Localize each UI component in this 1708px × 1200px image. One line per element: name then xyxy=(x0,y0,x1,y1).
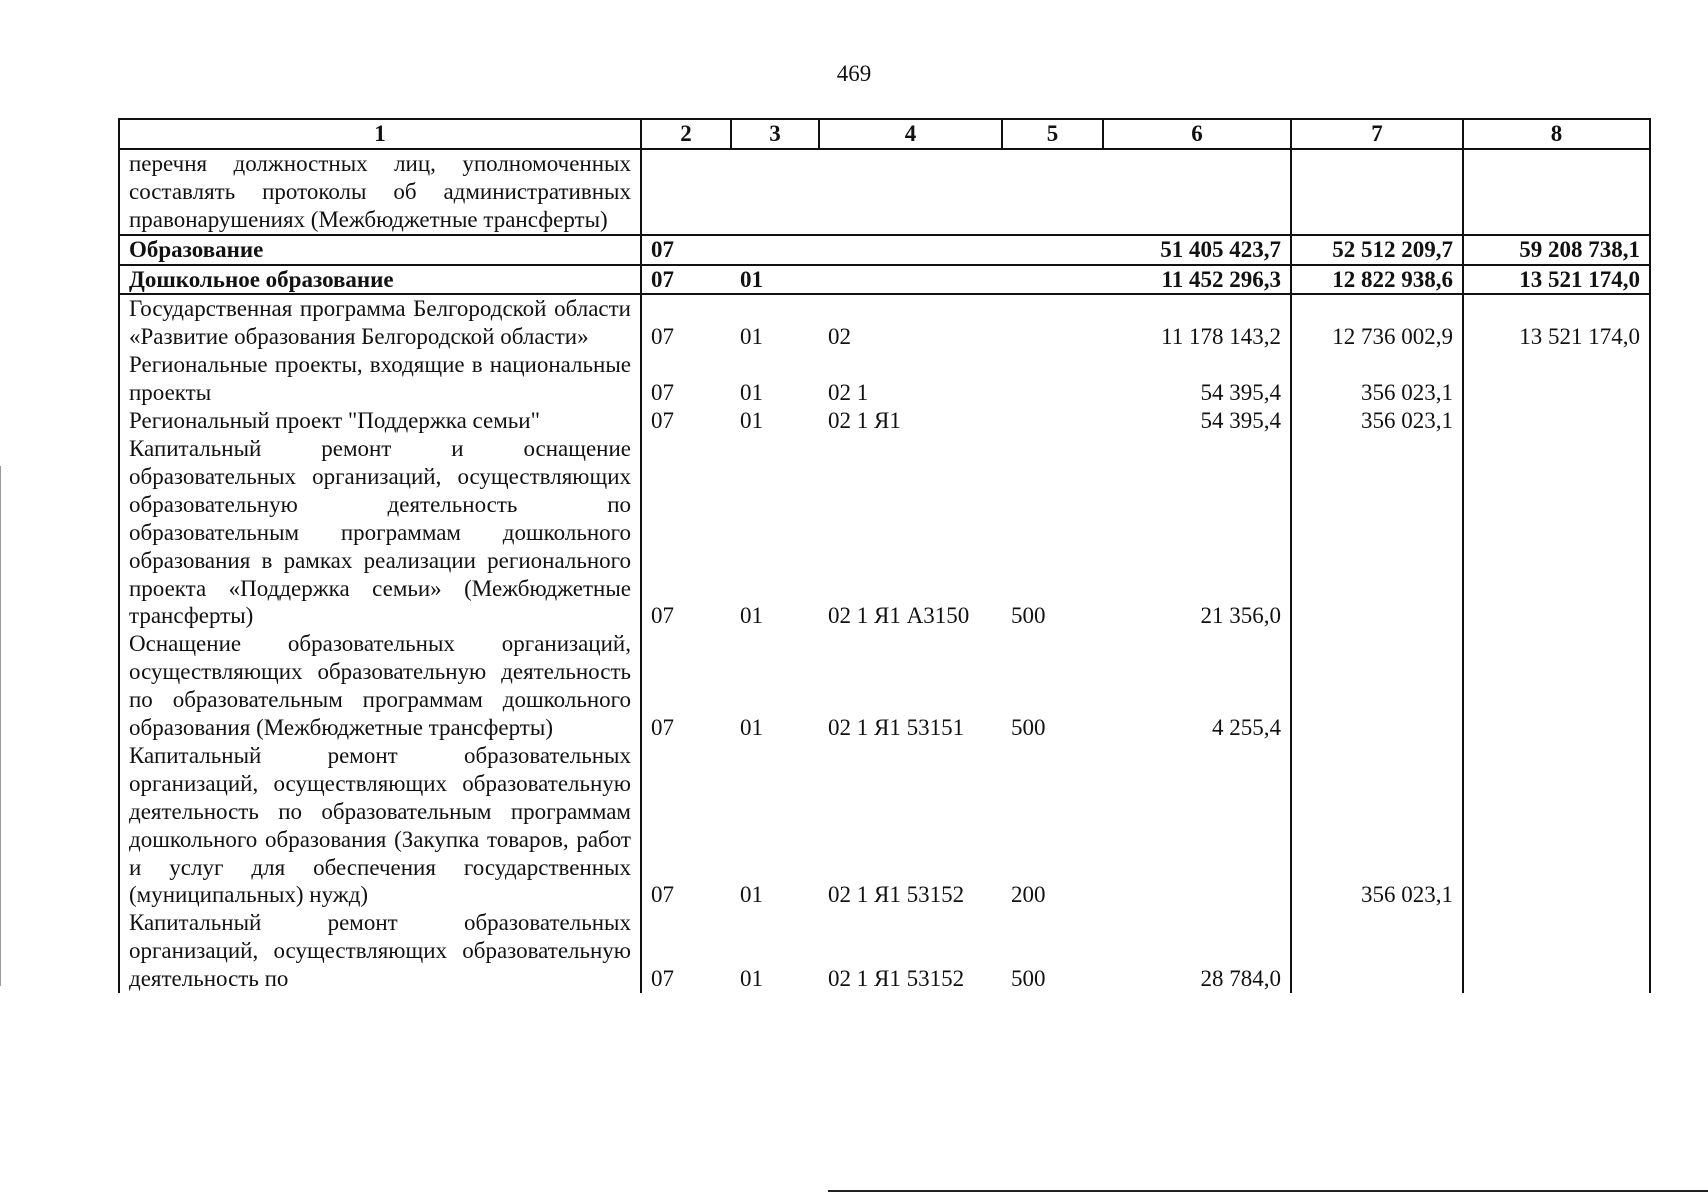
cell-section: 07 xyxy=(641,294,731,351)
row-name: Региональный проект "Поддержка семьи" xyxy=(119,407,641,435)
cell-subsection: 01 xyxy=(740,603,763,629)
header-col-7: 7 xyxy=(1291,119,1463,149)
cell-expense-type xyxy=(1002,265,1103,295)
row-name: Государственная программа Белгородской области «Развитие образования Белгородской области» xyxy=(119,294,641,351)
cell-amount-8 xyxy=(1463,407,1650,435)
cell-amount-6: 21 356,0 xyxy=(1103,435,1291,630)
cell-section: 07 xyxy=(641,435,731,630)
cell-target-article: 02 1 Я1 xyxy=(828,408,901,434)
cell-expense-type xyxy=(1002,351,1103,407)
cell-expense-type xyxy=(1002,235,1103,265)
cell-amount-8 xyxy=(1463,630,1650,742)
cell-subsection xyxy=(731,149,819,235)
cell-target-article: 02 1 xyxy=(828,380,869,406)
cell-subsection: 01 xyxy=(740,715,763,741)
cell-amount-6: 54 395,4 xyxy=(1103,351,1291,407)
row-name: Образование xyxy=(119,235,641,265)
cell-target-article: 02 1 Я1 А3150 xyxy=(828,603,970,629)
cell-expense-type xyxy=(1002,294,1103,351)
cell-subsection: 01 xyxy=(731,294,819,351)
row-name: Дошкольное образование xyxy=(119,265,641,295)
row-name: Оснащение образовательных организаций, осуществляющих образовательную деятельность по образовательным программам дошкольного образования (Межбюджетные трансферты) xyxy=(119,630,641,742)
row-name: Капитальный ремонт образовательных организаций, осуществляющих образовательную деятельность по xyxy=(119,909,641,993)
cell-target-article xyxy=(819,265,1002,295)
cell-amount-7 xyxy=(1291,630,1463,742)
table-row xyxy=(119,630,1650,742)
row-name: Региональные проекты, входящие в национальные проекты xyxy=(119,351,641,407)
cell-subsection: 01 xyxy=(731,265,819,295)
table-row xyxy=(119,407,1650,435)
cell-target-article: 02 1 Я1 53151 xyxy=(828,715,965,741)
cell-section: 07 xyxy=(641,235,731,265)
cell-expense-type xyxy=(1002,149,1103,235)
cell-section: 07 xyxy=(641,407,731,435)
cell-subsection: 01 xyxy=(740,380,763,406)
cell-amount-7: 12 736 002,9 xyxy=(1291,294,1463,351)
cell-amount-6: 4 255,4 xyxy=(1103,630,1291,742)
cell-amount-6: 11 452 296,3 xyxy=(1103,265,1291,295)
cell-subsection: 01 xyxy=(740,408,763,434)
scan-edge-mark xyxy=(0,466,1,986)
cell-amount-8 xyxy=(1463,351,1650,407)
cell-section: 07 xyxy=(641,909,731,993)
cell-amount-8 xyxy=(1463,435,1650,630)
cell-section: 07 xyxy=(641,742,731,909)
table-row xyxy=(119,294,1650,351)
row-name: перечня должностных лиц, уполномоченных составлять протоколы об административных правонарушениях (Межбюджетные трансферты) xyxy=(119,149,641,235)
cell-expense-type: 200 xyxy=(1011,882,1046,908)
cell-amount-8 xyxy=(1463,149,1650,235)
bottom-rule xyxy=(828,1190,1708,1192)
cell-subsection: 01 xyxy=(740,882,763,908)
cell-amount-8 xyxy=(1463,742,1650,909)
cell-section xyxy=(641,149,731,235)
cell-target-article: 02 xyxy=(819,294,1002,351)
table-row xyxy=(119,435,1650,630)
cell-amount-7 xyxy=(1291,149,1463,235)
cell-target-article xyxy=(819,149,1002,235)
table-header-row xyxy=(119,119,1650,149)
page-number: 469 xyxy=(836,61,872,86)
cell-amount-6: 51 405 423,7 xyxy=(1103,235,1291,265)
table-row xyxy=(119,265,1650,295)
cell-amount-8 xyxy=(1463,909,1650,993)
table-row xyxy=(119,351,1650,407)
row-name: Капитальный ремонт образовательных организаций, осуществляющих образовательную деятельность по образовательным программам дошкольного образования (Закупка товаров, работ и услуг для обеспечения государственных (муниципальных) нужд) xyxy=(119,742,641,909)
cell-amount-7: 52 512 209,7 xyxy=(1291,235,1463,265)
cell-amount-7: 356 023,1 xyxy=(1291,351,1463,407)
header-col-2: 2 xyxy=(641,119,731,149)
table-row xyxy=(119,235,1650,265)
cell-amount-6 xyxy=(1103,149,1291,235)
cell-amount-7: 356 023,1 xyxy=(1291,407,1463,435)
cell-amount-6: 11 178 143,2 xyxy=(1103,294,1291,351)
cell-amount-7 xyxy=(1291,909,1463,993)
table-row xyxy=(119,909,1650,993)
cell-amount-6: 54 395,4 xyxy=(1103,407,1291,435)
cell-section: 07 xyxy=(641,630,731,742)
header-col-5: 5 xyxy=(1002,119,1103,149)
cell-expense-type: 500 xyxy=(1011,603,1046,629)
cell-amount-8: 59 208 738,1 xyxy=(1463,235,1650,265)
header-col-4: 4 xyxy=(819,119,1002,149)
table-row xyxy=(119,742,1650,909)
cell-amount-6 xyxy=(1103,742,1291,909)
cell-expense-type: 500 xyxy=(1011,715,1046,741)
cell-subsection: 01 xyxy=(740,966,763,992)
header-col-8: 8 xyxy=(1463,119,1650,149)
cell-amount-7 xyxy=(1291,435,1463,630)
header-col-1: 1 xyxy=(119,119,641,149)
cell-amount-8: 13 521 174,0 xyxy=(1463,265,1650,295)
cell-target-article: 02 1 Я1 53152 xyxy=(828,966,965,992)
budget-table xyxy=(118,118,1651,993)
header-col-3: 3 xyxy=(731,119,819,149)
cell-target-article: 02 1 Я1 53152 xyxy=(828,882,965,908)
cell-subsection xyxy=(731,235,819,265)
cell-expense-type: 500 xyxy=(1011,966,1046,992)
cell-amount-6: 28 784,0 xyxy=(1103,909,1291,993)
cell-target-article xyxy=(819,235,1002,265)
row-name: Капитальный ремонт и оснащение образовательных организаций, осуществляющих образовательную деятельность по образовательным программам дошкольного образования в рамках реализации регионального проекта «Поддержка семьи» (Межбюджетные трансферты) xyxy=(119,435,641,630)
cell-section: 07 xyxy=(641,351,731,407)
table-row xyxy=(119,149,1650,235)
cell-amount-7: 12 822 938,6 xyxy=(1291,265,1463,295)
cell-amount-7: 356 023,1 xyxy=(1291,742,1463,909)
cell-amount-8: 13 521 174,0 xyxy=(1463,294,1650,351)
cell-expense-type xyxy=(1002,407,1103,435)
header-col-6: 6 xyxy=(1103,119,1291,149)
cell-section: 07 xyxy=(641,265,731,295)
